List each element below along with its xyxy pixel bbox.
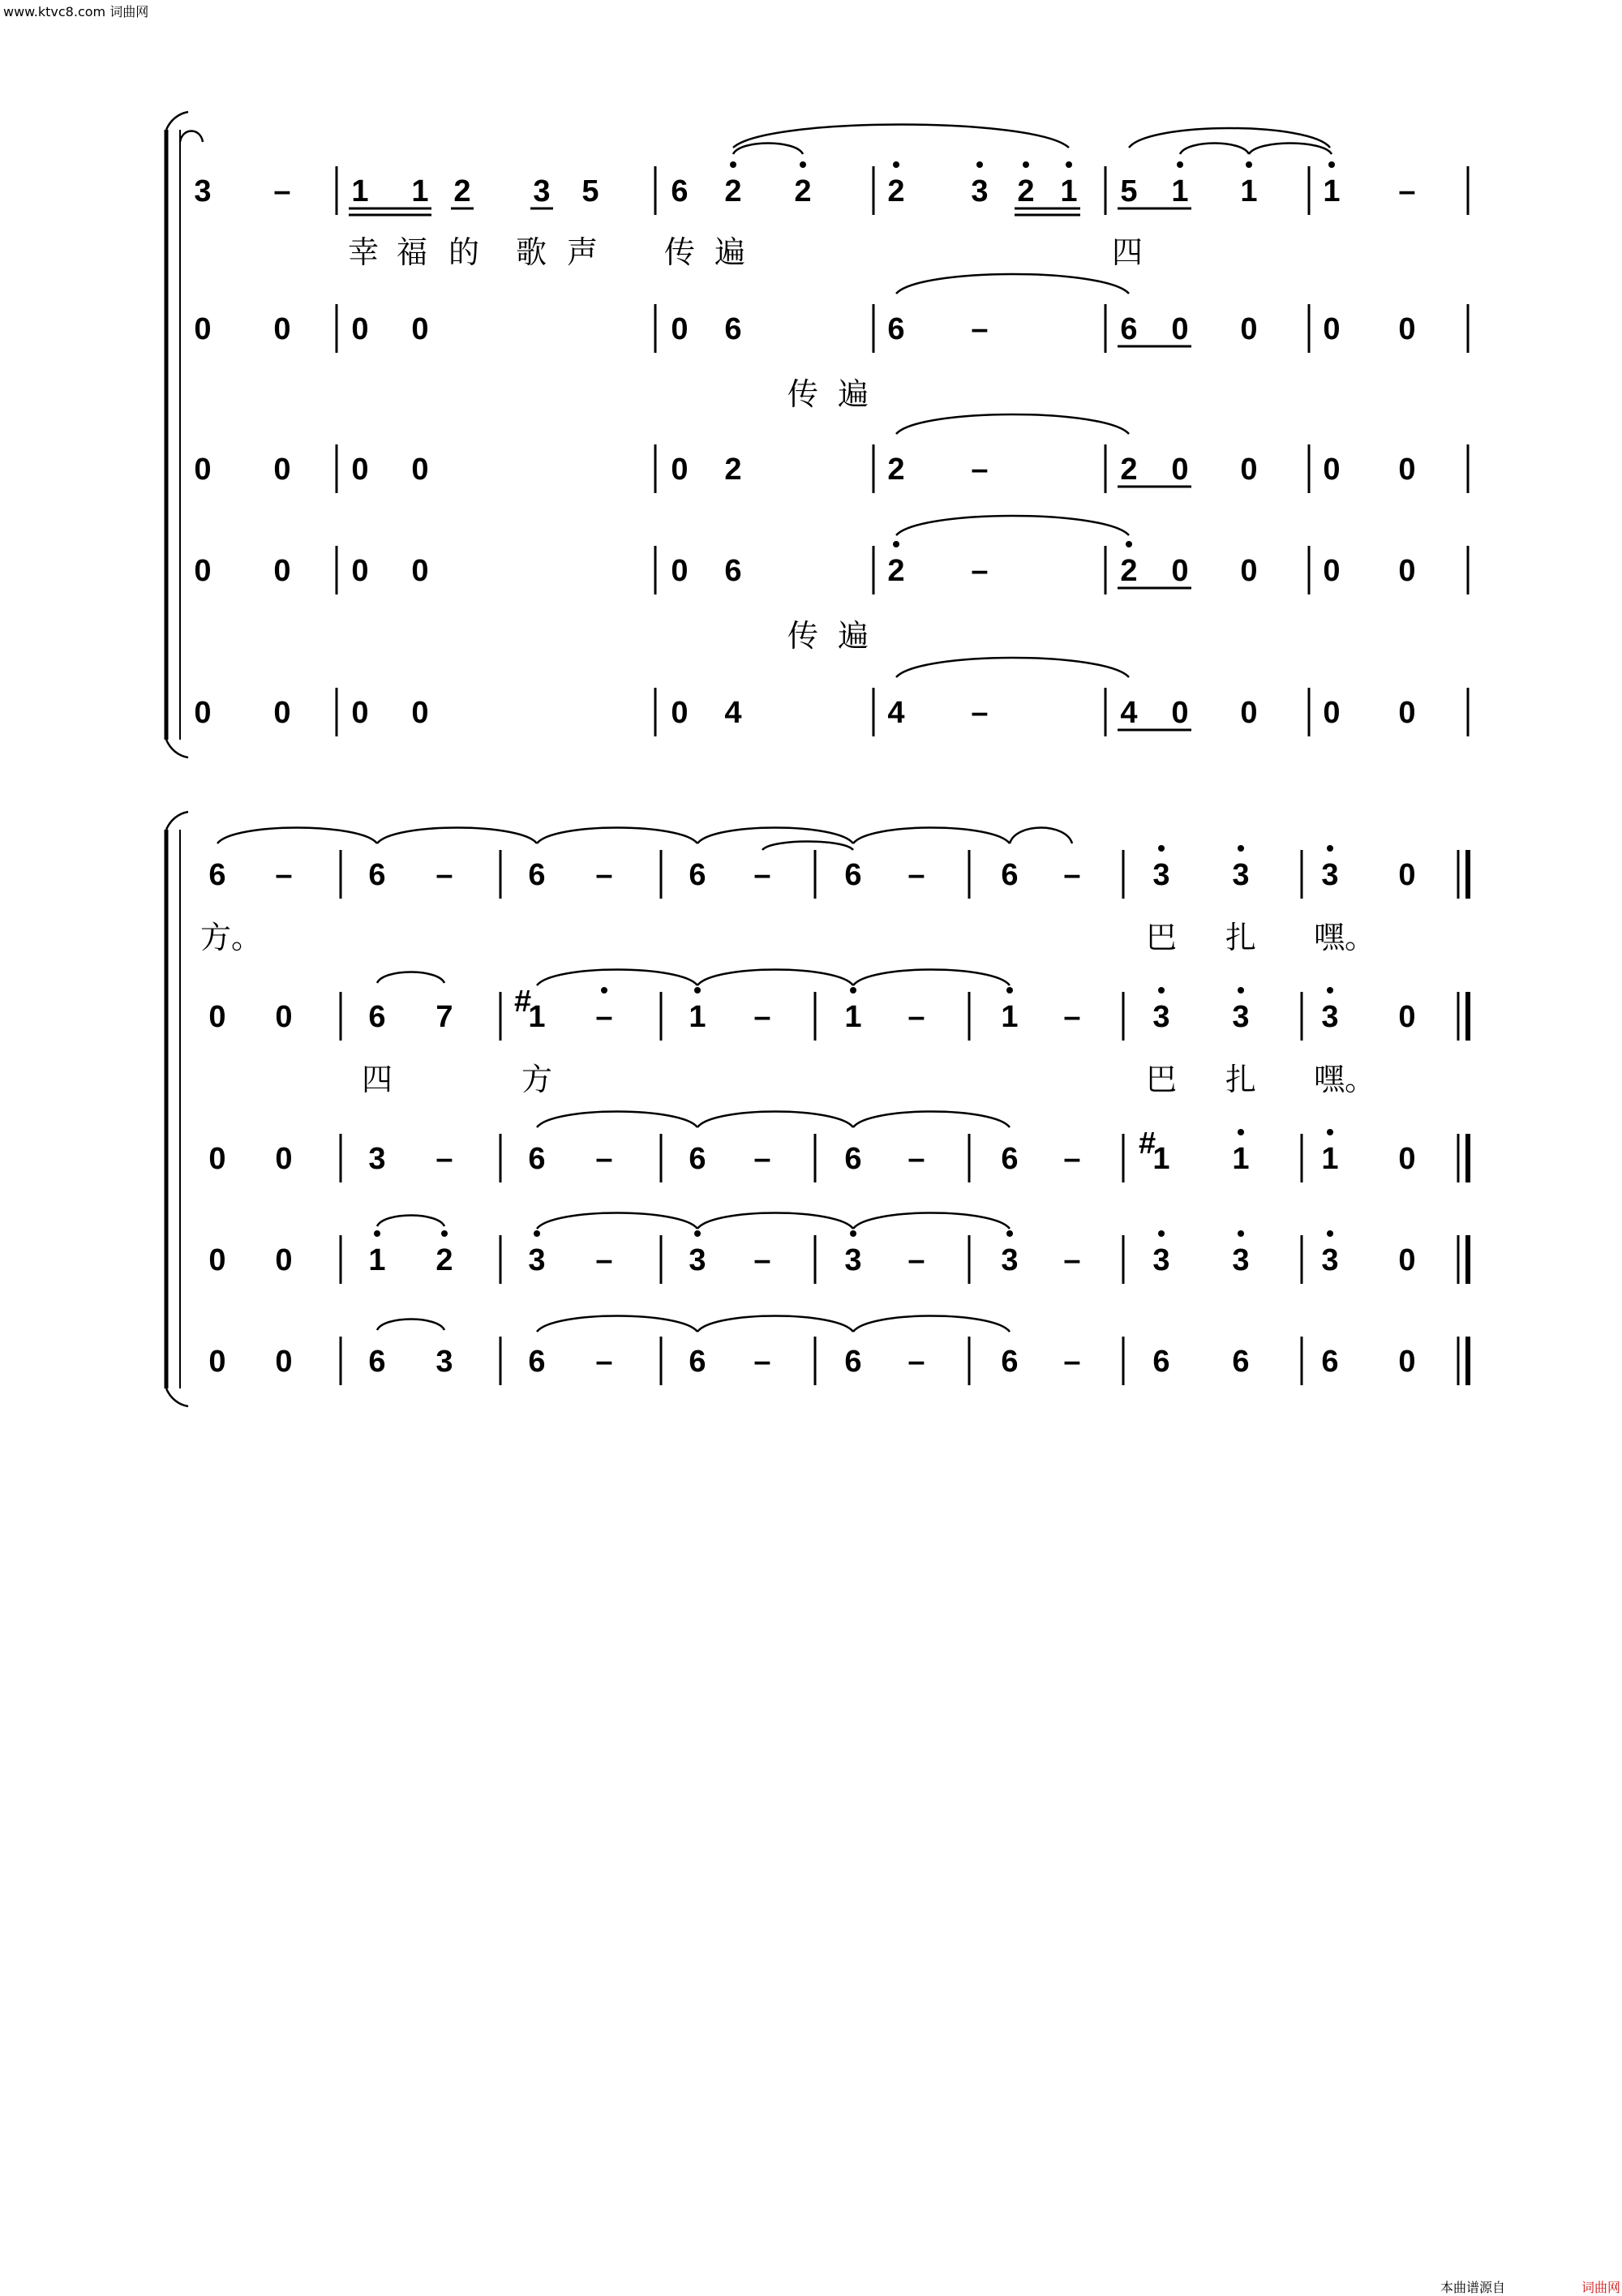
dash: – [971, 312, 989, 346]
octave-dot [1158, 987, 1165, 994]
lyric-char: 幸 [347, 234, 380, 270]
lyric-char: 四 [361, 1062, 393, 1097]
octave-dot [1327, 1129, 1333, 1135]
slur [697, 970, 853, 986]
note: 3 [844, 1243, 862, 1277]
note: 0 [411, 696, 429, 730]
octave-dot [1327, 987, 1333, 994]
note: 0 [208, 1142, 226, 1176]
note: 6 [1232, 1345, 1250, 1379]
note: 1 [1171, 174, 1189, 208]
note: 1 [1323, 174, 1341, 208]
note: 6 [368, 1000, 386, 1034]
note: 1 [528, 1000, 546, 1034]
note: 0 [351, 554, 369, 588]
bracket-hook [166, 740, 188, 757]
note: 0 [671, 696, 689, 730]
slur [537, 1112, 697, 1128]
note: 6 [1321, 1345, 1339, 1379]
dash: – [908, 1000, 925, 1034]
note: 6 [1001, 1142, 1019, 1176]
note: 3 [368, 1142, 386, 1176]
note: 0 [275, 1345, 293, 1379]
slur [537, 1316, 697, 1333]
octave-dot [730, 161, 736, 168]
note: 0 [1398, 1000, 1416, 1034]
note: 6 [528, 858, 546, 892]
dash: – [753, 1000, 771, 1034]
note: 0 [273, 696, 291, 730]
dash: – [908, 1243, 925, 1277]
octave-dot [976, 161, 983, 168]
dash: – [273, 174, 291, 208]
note: 2 [1120, 554, 1138, 588]
note: 0 [351, 696, 369, 730]
note: 6 [671, 174, 689, 208]
slur [697, 1316, 853, 1333]
octave-dot [1126, 541, 1132, 547]
note: 0 [1240, 312, 1258, 346]
dash: – [971, 696, 989, 730]
slur [853, 1213, 1010, 1230]
note: 7 [436, 1000, 453, 1034]
note: 0 [671, 453, 689, 487]
note: 6 [844, 858, 862, 892]
note: 3 [436, 1345, 453, 1379]
octave-dot [1327, 845, 1333, 852]
octave-dot [800, 161, 806, 168]
note: 3 [533, 174, 551, 208]
lyric-char: 传 [787, 376, 819, 412]
dash: – [595, 1243, 613, 1277]
note: 2 [1120, 453, 1138, 487]
slur [853, 970, 1010, 986]
note: 0 [208, 1345, 226, 1379]
octave-dot [1328, 161, 1335, 168]
octave-dot [1327, 1230, 1333, 1237]
note: 1 [1001, 1000, 1019, 1034]
note: 2 [887, 554, 905, 588]
lyric-char: 嘿。 [1313, 1062, 1376, 1097]
note: 1 [1321, 1142, 1339, 1176]
sharp-sign: # [1139, 1127, 1156, 1161]
note: 4 [724, 696, 742, 730]
lyric-char: 歌 [515, 234, 547, 270]
bracket-hook [166, 812, 188, 830]
site-url: www.ktvc8.com 词曲网 [3, 4, 149, 19]
octave-dot [694, 987, 701, 994]
octave-dot [850, 1230, 856, 1237]
slur [733, 144, 803, 155]
octave-dot [1158, 845, 1165, 852]
note: 0 [351, 312, 369, 346]
note: 0 [273, 312, 291, 346]
slur [896, 274, 1129, 294]
note: 0 [1171, 453, 1189, 487]
note: 2 [724, 453, 742, 487]
note: 6 [1120, 312, 1138, 346]
dash: – [1063, 1243, 1081, 1277]
note: 1 [1060, 174, 1078, 208]
note: 4 [1120, 696, 1138, 730]
octave-dot [1238, 1230, 1244, 1237]
octave-dot [1238, 987, 1244, 994]
octave-dot [601, 987, 607, 994]
note: 6 [528, 1142, 546, 1176]
note: 0 [411, 312, 429, 346]
octave-dot [1066, 161, 1072, 168]
notes [194, 161, 1415, 1379]
note: 2 [724, 174, 742, 208]
lyric-char: 巴 [1145, 920, 1178, 955]
note: 6 [689, 1345, 706, 1379]
note: 3 [1001, 1243, 1019, 1277]
dash: – [753, 858, 771, 892]
octave-dot [374, 1230, 380, 1237]
note: 3 [1232, 1243, 1250, 1277]
note: 0 [273, 453, 291, 487]
note: 0 [208, 1243, 226, 1277]
note: 6 [368, 858, 386, 892]
note: 6 [844, 1142, 862, 1176]
note: 0 [194, 312, 212, 346]
note: 0 [411, 453, 429, 487]
slur [217, 828, 377, 844]
lyric-char: 遍 [837, 376, 869, 412]
note: 0 [1171, 554, 1189, 588]
octave-dot [1238, 845, 1244, 852]
slur [853, 828, 1010, 844]
slur [377, 1320, 444, 1331]
note: 6 [689, 858, 706, 892]
note: 3 [1232, 858, 1250, 892]
note: 0 [1398, 312, 1416, 346]
slur [537, 1213, 697, 1230]
note: 3 [1321, 858, 1339, 892]
lyric-char: 传 [663, 234, 696, 270]
lyric-char: 嘿。 [1313, 920, 1376, 955]
octave-dot [694, 1230, 701, 1237]
note: 1 [844, 1000, 862, 1034]
dash: – [1063, 1000, 1081, 1034]
note: 2 [794, 174, 812, 208]
octave-dot [1006, 1230, 1013, 1237]
note: 6 [689, 1142, 706, 1176]
note: 6 [724, 554, 742, 588]
slur [896, 516, 1129, 535]
note: 3 [689, 1243, 706, 1277]
dash: – [595, 1000, 613, 1034]
note: 3 [528, 1243, 546, 1277]
dash: – [1063, 858, 1081, 892]
lyric-char: 遍 [837, 618, 869, 654]
note: 1 [1232, 1142, 1250, 1176]
slur [537, 970, 697, 986]
note: 5 [1120, 174, 1138, 208]
note: 6 [1001, 858, 1019, 892]
dash: – [971, 554, 989, 588]
note: 6 [1152, 1345, 1170, 1379]
slur [697, 1112, 853, 1128]
note: 1 [368, 1243, 386, 1277]
note: 0 [1240, 453, 1258, 487]
note: 0 [1240, 554, 1258, 588]
note: 6 [724, 312, 742, 346]
dash: – [436, 858, 453, 892]
slur [1180, 144, 1249, 155]
note: 0 [194, 696, 212, 730]
note: 0 [273, 554, 291, 588]
note: 1 [351, 174, 369, 208]
note: 6 [368, 1345, 386, 1379]
slur [896, 414, 1129, 434]
note: 0 [275, 1142, 293, 1176]
dash: – [908, 1345, 925, 1379]
note: 6 [528, 1345, 546, 1379]
source-label: 本曲谱源自 [1440, 2280, 1506, 2295]
dash: – [908, 858, 925, 892]
octave-dot [441, 1230, 448, 1237]
note: 0 [275, 1000, 293, 1034]
note: 0 [275, 1243, 293, 1277]
note: 0 [1398, 1142, 1416, 1176]
slur [853, 1316, 1010, 1333]
note: 1 [1240, 174, 1258, 208]
lyrics [200, 234, 1375, 1097]
lyric-char: 扎 [1225, 920, 1257, 955]
note: 0 [411, 554, 429, 588]
note: 0 [1323, 312, 1341, 346]
note: 2 [887, 174, 905, 208]
note: 0 [194, 554, 212, 588]
octave-dot [1238, 1129, 1244, 1135]
dash: – [595, 1345, 613, 1379]
slur [1249, 144, 1332, 155]
octave-dot [1158, 1230, 1165, 1237]
note: 3 [971, 174, 989, 208]
note: 3 [1321, 1000, 1339, 1034]
note: 0 [1398, 1243, 1416, 1277]
octave-dot [1246, 161, 1252, 168]
dash: – [971, 453, 989, 487]
note: 2 [453, 174, 471, 208]
lyric-char: 扎 [1225, 1062, 1257, 1097]
note: 0 [1323, 453, 1341, 487]
dash: – [1063, 1142, 1081, 1176]
note: 0 [208, 1000, 226, 1034]
note: 0 [1398, 696, 1416, 730]
brand-label: 词曲网 [1581, 2280, 1621, 2295]
slur [377, 1216, 444, 1227]
bracket-hook [166, 112, 188, 130]
lyric-char: 四 [1111, 234, 1144, 270]
note: 0 [1398, 858, 1416, 892]
note: 3 [1152, 858, 1170, 892]
dash: – [753, 1142, 771, 1176]
slur [537, 828, 697, 844]
note: 1 [411, 174, 429, 208]
note: 0 [1323, 696, 1341, 730]
lyric-char: 声 [566, 234, 599, 270]
dash: – [908, 1142, 925, 1176]
note: 0 [671, 554, 689, 588]
note: 0 [1398, 554, 1416, 588]
lyric-char: 遍 [714, 234, 746, 270]
dash: – [753, 1345, 771, 1379]
lyric-char: 福 [396, 234, 428, 270]
note: 0 [1171, 696, 1189, 730]
note: 3 [1152, 1243, 1170, 1277]
dash: – [436, 1142, 453, 1176]
octave-dot [893, 541, 899, 547]
note: 0 [351, 453, 369, 487]
note: 1 [1152, 1142, 1170, 1176]
slur [377, 828, 537, 844]
note: 3 [1232, 1000, 1250, 1034]
lyric-char: 方 [521, 1062, 553, 1097]
note: 2 [887, 453, 905, 487]
octave-dot [1006, 987, 1013, 994]
note: 0 [1171, 312, 1189, 346]
note: 0 [1240, 696, 1258, 730]
lyric-char: 巴 [1145, 1062, 1178, 1097]
note: 1 [689, 1000, 706, 1034]
note: 0 [1323, 554, 1341, 588]
octave-dot [534, 1230, 540, 1237]
dash: – [753, 1243, 771, 1277]
note: 6 [887, 312, 905, 346]
slur [697, 1213, 853, 1230]
note: 3 [1321, 1243, 1339, 1277]
note: 5 [581, 174, 599, 208]
octave-dot [850, 987, 856, 994]
octave-dot [1177, 161, 1183, 168]
octave-dot [893, 161, 899, 168]
octave-dot [1023, 161, 1029, 168]
dash: – [1063, 1345, 1081, 1379]
barlines-and-brackets [166, 112, 1468, 1406]
slur [697, 828, 853, 844]
dash: – [1398, 174, 1416, 208]
slur [180, 131, 203, 143]
note: 0 [1398, 1345, 1416, 1379]
note: 6 [844, 1345, 862, 1379]
slur [896, 658, 1129, 677]
note: 0 [194, 453, 212, 487]
dash: – [595, 858, 613, 892]
note: 6 [208, 858, 226, 892]
note: 6 [1001, 1345, 1019, 1379]
slur [1010, 828, 1072, 844]
lyric-char: 传 [787, 618, 819, 654]
sharp-sign: # [514, 985, 532, 1019]
note: 0 [671, 312, 689, 346]
note: 0 [1398, 453, 1416, 487]
note: 2 [436, 1243, 453, 1277]
slur [377, 972, 444, 984]
slur [853, 1112, 1010, 1128]
note: 3 [1152, 1000, 1170, 1034]
lyric-char: 的 [448, 234, 480, 270]
slur [762, 842, 853, 851]
dash: – [275, 858, 293, 892]
note: 3 [194, 174, 212, 208]
dash: – [595, 1142, 613, 1176]
lyric-char: 方。 [200, 920, 263, 955]
note: 2 [1017, 174, 1035, 208]
note: 4 [887, 696, 905, 730]
bracket-hook [166, 1388, 188, 1406]
